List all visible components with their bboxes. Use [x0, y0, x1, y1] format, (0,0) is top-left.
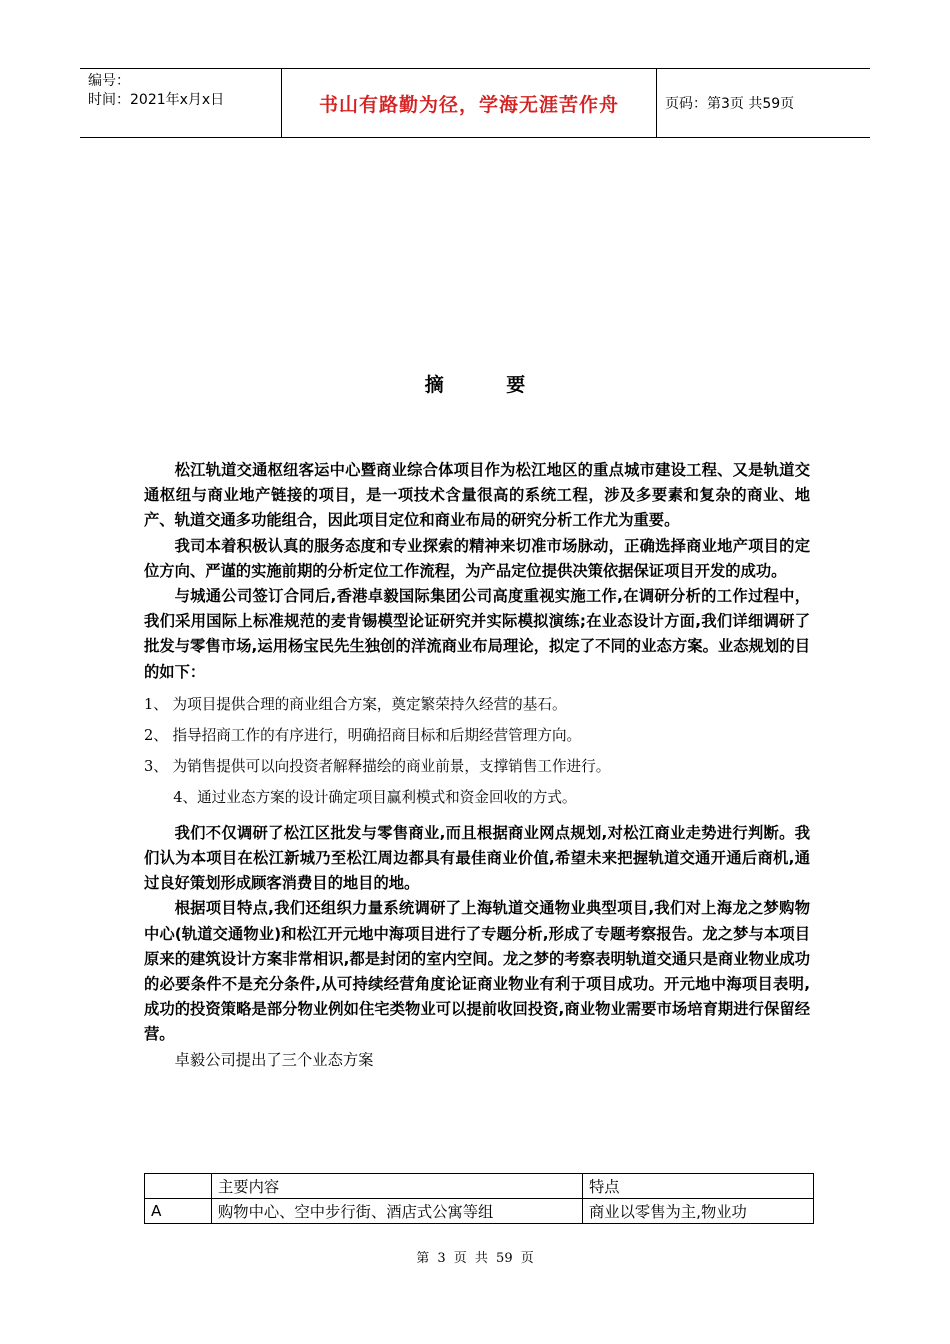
- table-header-cell: 特点: [583, 1174, 814, 1199]
- list-item: 4、通过业态方案的设计确定项目赢利模式和资金回收的方式。: [173, 788, 577, 806]
- document-body: [144, 458, 810, 1073]
- header-motto: 书山有路勤为径，学海无涯苦作舟: [282, 69, 657, 137]
- document-number-label: 编号：: [88, 73, 130, 89]
- paragraph: 我们不仅调研了松江区批发与零售商业,而且根据商业网点规划,对松江商业走势进行判断。我们认为本项目在松江新城乃至松江周边都具有最佳商业价值,希望未来把握轨道交通开通后商机,通过良好策划形成顾客消费目的地目的地。: [144, 823, 810, 893]
- paragraph: 松江轨道交通枢纽客运中心暨商业综合体项目作为松江地区的重点城市建设工程、又是轨道交通枢纽与商业地产链接的项目，是一项技术含量很高的系统工程，涉及多要素和复杂的商业、地产、轨道交通多功能组合，因此项目定位和商业布局的研究分析工作尤为重要。: [144, 461, 810, 530]
- table-cell: A: [145, 1199, 212, 1224]
- table-header-row: [145, 1174, 814, 1199]
- table-cell: 购物中心、空中步行街、酒店式公寓等组: [212, 1199, 583, 1224]
- business-plan-table: [144, 1173, 814, 1224]
- list-item: 2、 指导招商工作的有序进行，明确招商目标和后期经营管理方向。: [144, 726, 582, 744]
- paragraph: 根据项目特点,我们还组织力量系统调研了上海轨道交通物业典型项目,我们对上海龙之梦购物中心(轨道交通物业)和松江开元地中海项目进行了专题分析,形成了专题考察报告。龙之梦与本项目原来的建筑设计方案非常相识,都是封闭的室内空间。龙之梦的考察表明轨道交通只是商业物业成功的必要条件不是充分条件,从可持续经营角度论证商业物业有利于项目成功。开元地中海项目表明,成功的投资策略是部分物业例如住宅类物业可以提前收回投资,商业物业需要市场培育期进行保留经营。: [144, 899, 810, 1044]
- document-date: 时间：2021年x月x日: [88, 92, 225, 108]
- list-item: 3、 为销售提供可以向投资者解释描绘的商业前景，支撑销售工作进行。: [144, 757, 611, 775]
- paragraph: 我司本着积极认真的服务态度和专业探索的精神来切准市场脉动，正确选择商业地产项目的定位方向、严谨的实施前期的分析定位工作流程，为产品定位提供决策依据保证项目开发的成功。: [144, 536, 810, 580]
- header-page-info: 页码：第3页 共59页: [665, 96, 795, 112]
- page-title: 摘 要: [424, 374, 554, 396]
- header-meta: [80, 69, 282, 137]
- paragraph: 与城通公司签订合同后,香港卓毅国际集团公司高度重视实施工作,在调研分析的工作过程中，我们采用国际上标准规范的麦肯锡模型论证研究并实际模拟演练;在业态设计方面,我们详细调研了批发与零售市场,运用杨宝民先生独创的洋流商业布局理论，拟定了不同的业态方案。业态规划的目的如下：: [144, 587, 810, 681]
- list-item: 1、 为项目提供合理的商业组合方案，奠定繁荣持久经营的基石。: [144, 695, 567, 713]
- table-header-cell: [145, 1174, 212, 1199]
- paragraph: 卓毅公司提出了三个业态方案: [174, 1050, 374, 1069]
- table-row: [145, 1199, 814, 1224]
- page-footer: 第 3 页 共 59 页: [416, 1251, 534, 1266]
- page-header: [80, 68, 870, 138]
- table-cell: 商业以零售为主,物业功: [583, 1199, 814, 1224]
- table-header-cell: 主要内容: [212, 1174, 583, 1199]
